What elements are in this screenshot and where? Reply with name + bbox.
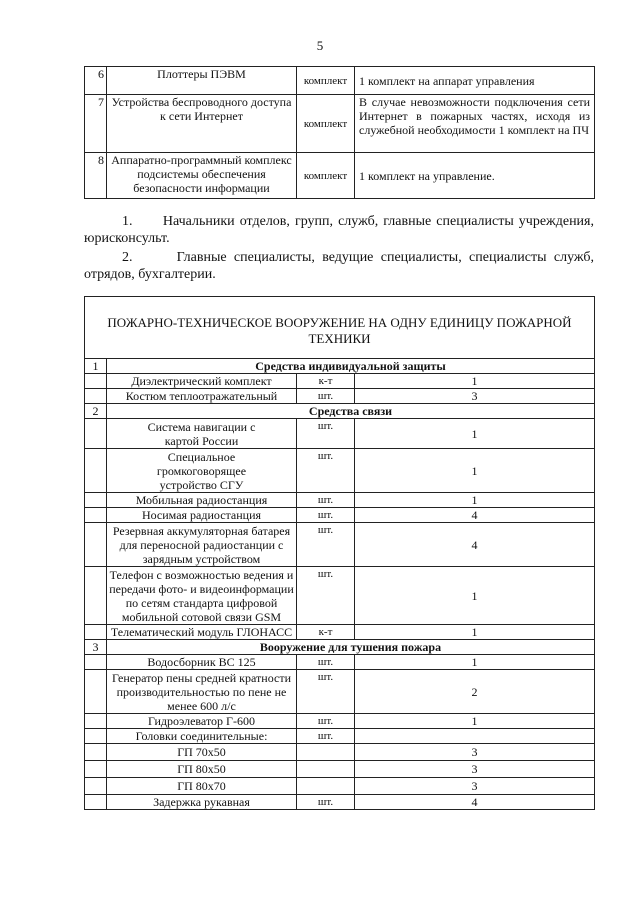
table-row: [85, 95, 595, 153]
item-name: ГП 80х70: [107, 778, 297, 795]
item-unit: шт.: [297, 714, 355, 729]
item-unit: шт.: [297, 449, 355, 493]
item-name: ГП 70х50: [107, 744, 297, 761]
item-name: Диэлектрический комплект: [107, 374, 297, 389]
table-title: ПОЖАРНО-ТЕХНИЧЕСКОЕ ВООРУЖЕНИЕ НА ОДНУ ЕДИНИЦУ ПОЖАРНОЙ ТЕХНИКИ: [85, 297, 595, 359]
item-quantity: 4: [355, 795, 595, 810]
item-quantity: 3: [355, 744, 595, 761]
table-row: [85, 744, 595, 761]
top-equipment-table: [84, 66, 595, 199]
item-name: Генератор пены средней кратности производительностью по пене не менее 600 л/с: [107, 670, 297, 714]
equipment-table: [84, 296, 595, 810]
item-quantity: 1 комплект на аппарат управления: [355, 67, 595, 95]
item-unit: комплект: [297, 95, 355, 153]
note-paragraph-1: [84, 213, 594, 247]
item-quantity: В случае невозможности подключения сети Интернет в пожарных частях, исходя из служебной необходимости 1 комплект на ПЧ: [355, 95, 595, 153]
item-quantity: 1: [355, 714, 595, 729]
item-quantity: 1: [355, 655, 595, 670]
item-name: Устройства беспроводного доступа к сети Интернет: [107, 95, 297, 153]
item-name: Аппаратно-программный комплекс подсистемы обеспечения безопасности информации: [107, 153, 297, 199]
table-row: [85, 714, 595, 729]
item-name: ГП 80х50: [107, 761, 297, 778]
section-title: Средства индивидуальной защиты: [107, 359, 595, 374]
section-header-row: [85, 359, 595, 374]
item-name: Водосборник ВС 125: [107, 655, 297, 670]
item-quantity: 1: [355, 625, 595, 640]
section-header-row: [85, 404, 595, 419]
item-unit: к-т: [297, 625, 355, 640]
row-number: 7: [85, 95, 107, 153]
table-row: [85, 625, 595, 640]
item-unit: [297, 744, 355, 761]
row-number: 6: [85, 67, 107, 95]
table-row: [85, 655, 595, 670]
item-quantity: 3: [355, 778, 595, 795]
table-row: [85, 523, 595, 567]
table-row: [85, 153, 595, 199]
table-row: [85, 670, 595, 714]
item-unit: шт.: [297, 729, 355, 744]
note-text: Начальники отделов, групп, служб, главные специалисты учреждения, юрисконсульт.: [84, 214, 594, 246]
section-number: 2: [85, 404, 107, 419]
item-unit: шт.: [297, 523, 355, 567]
item-unit: [297, 778, 355, 795]
item-quantity: 1: [355, 449, 595, 493]
item-name: Мобильная радиостанция: [107, 493, 297, 508]
item-name: Задержка рукавная: [107, 795, 297, 810]
item-unit: к-т: [297, 374, 355, 389]
table-row: [85, 389, 595, 404]
section-title: Средства связи: [107, 404, 595, 419]
item-unit: комплект: [297, 153, 355, 199]
item-unit: шт.: [297, 508, 355, 523]
table-row: [85, 449, 595, 493]
note-paragraph-2: [84, 249, 594, 283]
page-number: 5: [316, 38, 324, 53]
item-name: Головки соединительные:: [107, 729, 297, 744]
table-row: [85, 795, 595, 810]
section-number: 3: [85, 640, 107, 655]
table-row: [85, 374, 595, 389]
table-row: [85, 67, 595, 95]
item-name: Костюм теплоотражательный: [107, 389, 297, 404]
item-quantity: 3: [355, 761, 595, 778]
item-unit: [297, 761, 355, 778]
table-row: [85, 419, 595, 449]
table-row: [85, 729, 595, 744]
item-name: Резервная аккумуляторная батарея для переносной радиостанции с зарядным устройством: [107, 523, 297, 567]
note-marker: 2.: [122, 250, 133, 265]
item-name: Телефон с возможностью ведения и передачи фото- и видеоинформации по сетям стандарта цифровой мобильной сотовой связи GSM: [107, 567, 297, 625]
item-quantity: 4: [355, 523, 595, 567]
item-name: Система навигации с картой России: [107, 419, 297, 449]
item-name: Телематический модуль ГЛОНАСС: [107, 625, 297, 640]
item-unit: комплект: [297, 67, 355, 95]
note-text: Главные специалисты, ведущие специалисты, специалисты служб, отрядов, бухгалтерии.: [84, 250, 594, 282]
item-quantity: [355, 729, 595, 744]
item-unit: шт.: [297, 493, 355, 508]
row-number: 8: [85, 153, 107, 199]
section-number: 1: [85, 359, 107, 374]
item-unit: шт.: [297, 389, 355, 404]
item-name: Плоттеры ПЭВМ: [107, 67, 297, 95]
section-title: Вооружение для тушения пожара: [107, 640, 595, 655]
section-header-row: [85, 640, 595, 655]
item-quantity: 1 комплект на управление.: [355, 153, 595, 199]
item-unit: шт.: [297, 567, 355, 625]
item-unit: шт.: [297, 655, 355, 670]
item-quantity: 4: [355, 508, 595, 523]
item-quantity: 2: [355, 670, 595, 714]
item-unit: шт.: [297, 419, 355, 449]
item-unit: шт.: [297, 670, 355, 714]
table-row: [85, 778, 595, 795]
note-marker: 1.: [122, 214, 133, 229]
table-title-row: [85, 297, 595, 359]
item-quantity: 3: [355, 389, 595, 404]
item-name: Специальное громкоговорящее устройство СГУ: [107, 449, 297, 493]
item-name: Носимая радиостанция: [107, 508, 297, 523]
item-quantity: 1: [355, 493, 595, 508]
table-row: [85, 508, 595, 523]
table-row: [85, 567, 595, 625]
table-row: [85, 493, 595, 508]
table-row: [85, 761, 595, 778]
item-quantity: 1: [355, 567, 595, 625]
item-quantity: 1: [355, 374, 595, 389]
item-name: Гидроэлеватор Г-600: [107, 714, 297, 729]
item-unit: шт.: [297, 795, 355, 810]
item-quantity: 1: [355, 419, 595, 449]
